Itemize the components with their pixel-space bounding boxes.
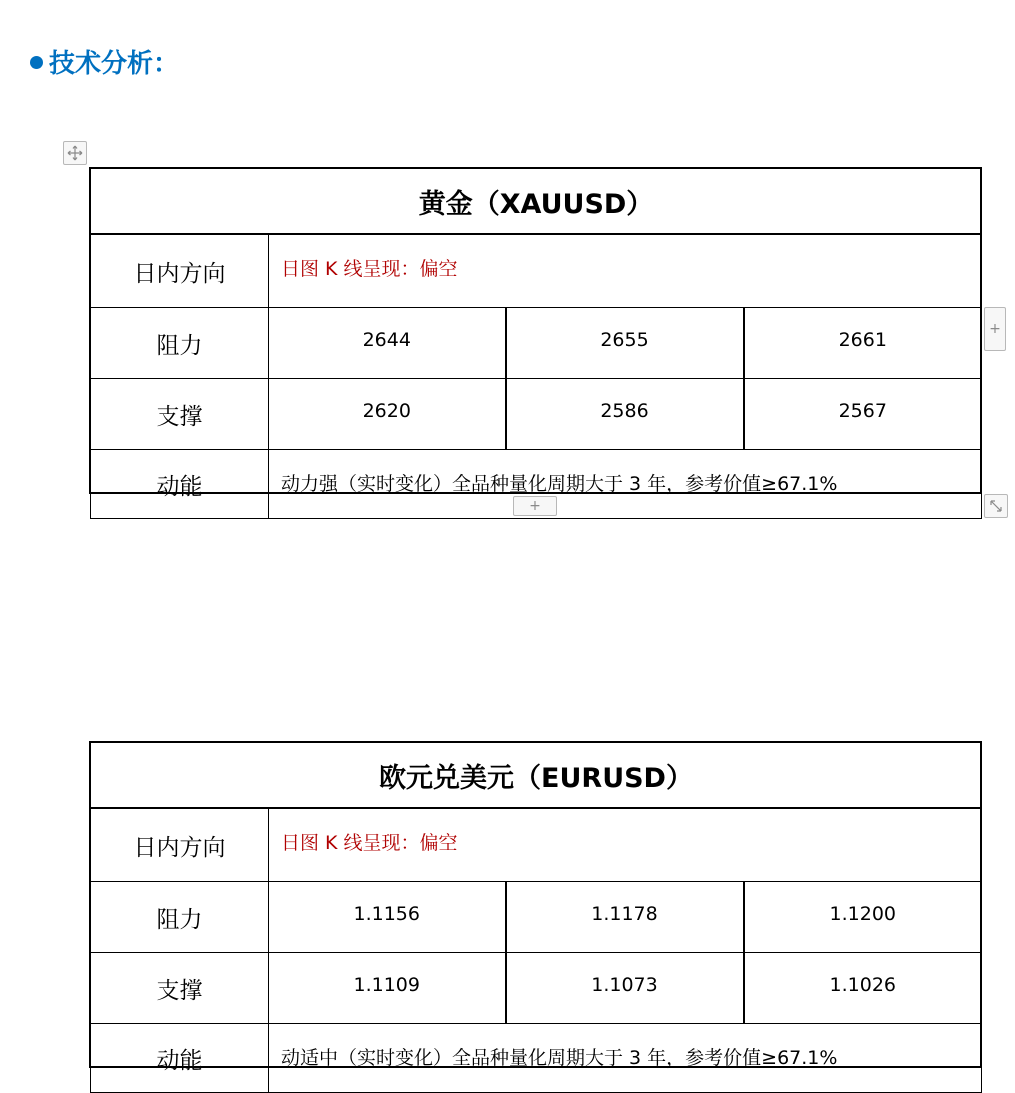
direction-label: 日内方向: [91, 808, 269, 882]
table-row: [91, 953, 982, 1024]
resistance-label: 阻力: [91, 882, 269, 953]
table-resize-handle[interactable]: [984, 494, 1008, 518]
support-value: 2620: [269, 379, 506, 450]
direction-value: 日图 K 线呈现：偏空: [269, 808, 982, 882]
support-label: 支撑: [91, 379, 269, 450]
momentum-label: 动能: [91, 450, 269, 519]
move-icon: [67, 145, 83, 161]
table-row: [91, 308, 982, 379]
momentum-label: 动能: [91, 1024, 269, 1093]
table-row: [91, 450, 982, 519]
section-heading: [30, 44, 179, 84]
bullet-icon: [30, 56, 43, 69]
xauusd-table: [90, 168, 982, 519]
momentum-value: 动力强（实时变化）全品种量化周期大于 3 年，参考价值≥67.1%: [269, 450, 982, 519]
table-move-handle[interactable]: [63, 141, 87, 165]
resistance-value: 1.1156: [269, 882, 506, 953]
direction-value: 日图 K 线呈现：偏空: [269, 234, 982, 308]
resistance-value: 2655: [506, 308, 744, 379]
table-row: [91, 808, 982, 882]
table-row: [91, 234, 982, 308]
plus-icon: +: [529, 498, 541, 514]
support-value: 1.1026: [744, 953, 982, 1024]
table-row: [91, 379, 982, 450]
section-heading-text: 技术分析：: [49, 49, 180, 79]
table-title: 黄金（XAUUSD）: [91, 169, 982, 235]
table-title: 欧元兑美元（EURUSD）: [91, 743, 982, 809]
table-row: [91, 882, 982, 953]
support-value: 2586: [506, 379, 744, 450]
momentum-value: 动适中（实时变化）全品种量化周期大于 3 年，参考价值≥67.1%: [269, 1024, 982, 1093]
resistance-value: 1.1178: [506, 882, 744, 953]
direction-label: 日内方向: [91, 234, 269, 308]
support-value: 1.1073: [506, 953, 744, 1024]
add-column-button[interactable]: [984, 307, 1006, 351]
support-value: 1.1109: [269, 953, 506, 1024]
resistance-value: 2661: [744, 308, 982, 379]
resistance-value: 1.1200: [744, 882, 982, 953]
resize-icon: [989, 499, 1003, 513]
support-label: 支撑: [91, 953, 269, 1024]
resistance-value: 2644: [269, 308, 506, 379]
support-value: 2567: [744, 379, 982, 450]
plus-icon: +: [989, 321, 1001, 337]
table-row: [91, 1024, 982, 1093]
eurusd-table: [90, 742, 982, 1093]
resistance-label: 阻力: [91, 308, 269, 379]
